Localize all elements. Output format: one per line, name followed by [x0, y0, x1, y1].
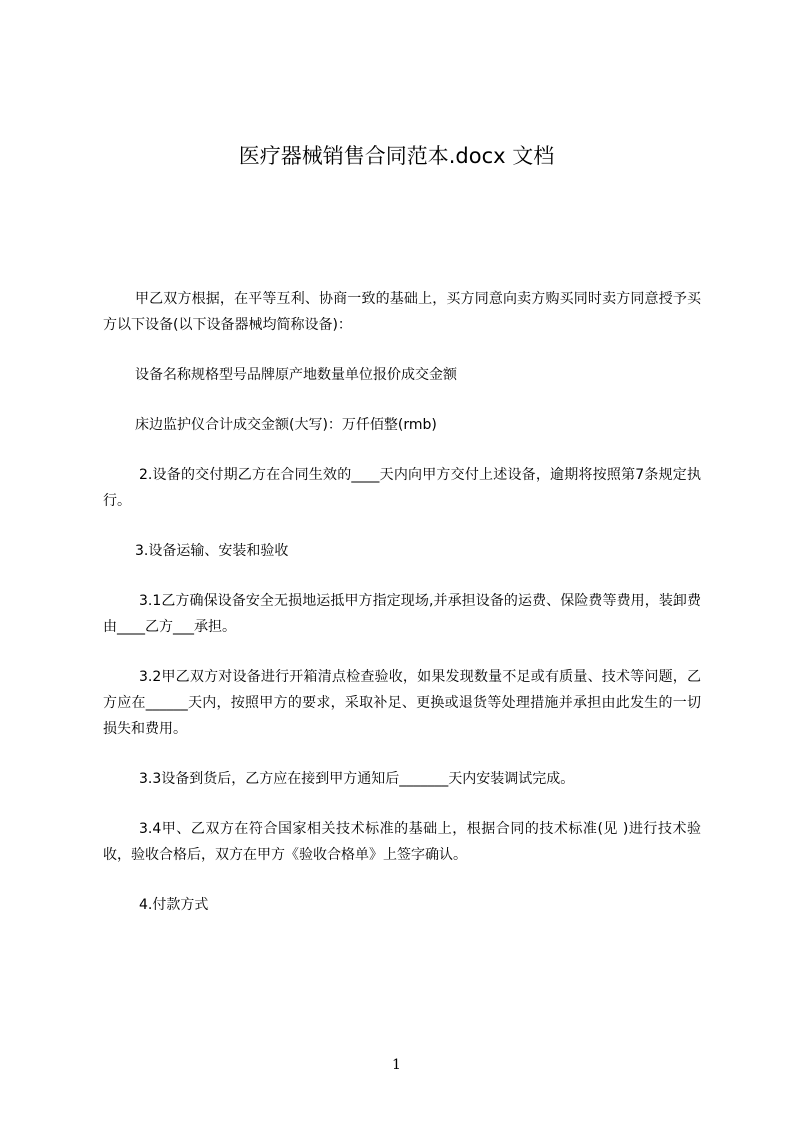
paragraph-intro: 甲乙双方根据，在平等互利、协商一致的基础上，买方同意向卖方购买同时卖方同意授予买方以下设备(以下设备器械均简称设备)： [103, 291, 701, 333]
paragraph-clause-3-1: 3.1乙方确保设备安全无损地运抵甲方指定现场,并承担设备的运费、保险费等费用，装卸费由____乙方___承担。 [103, 593, 701, 635]
paragraph-clause-3-4: 3.4甲、乙双方在符合国家相关技术标准的基础上，根据合同的技术标准(见 )进行技术验收，验收合格后，双方在甲方《验收合格单》上签字确认。 [103, 821, 701, 863]
paragraph-clause-2: 2.设备的交付期乙方在合同生效的____天内向甲方交付上述设备，逾期将按照第7条规定执行。 [103, 467, 701, 509]
paragraph-clause-3-2: 3.2甲乙双方对设备进行开箱清点检查验收，如果发现数量不足或有质量、技术等问题，乙方应在______天内，按照甲方的要求，采取补足、更换或退货等处理措施并承担由此发生的一切损失和费用。 [103, 669, 701, 737]
paragraph-clause-3-3: 3.3设备到货后，乙方应在接到甲方通知后_______天内安装调试完成。 [139, 771, 575, 787]
paragraph-clause-4-heading: 4.付款方式 [139, 897, 209, 913]
document-title: 医疗器械销售合同范本.docx 文档 [238, 144, 555, 168]
paragraph-clause-3-heading: 3.设备运输、安装和验收 [135, 543, 289, 559]
paragraph-equipment-total: 床边监护仪合计成交金额(大写)：万仟佰整(rmb) [135, 417, 437, 433]
paragraph-equipment-columns: 设备名称规格型号品牌原产地数量单位报价成交金额 [135, 367, 457, 383]
document-body [103, 286, 701, 942]
page-number: 1 [392, 1057, 401, 1073]
